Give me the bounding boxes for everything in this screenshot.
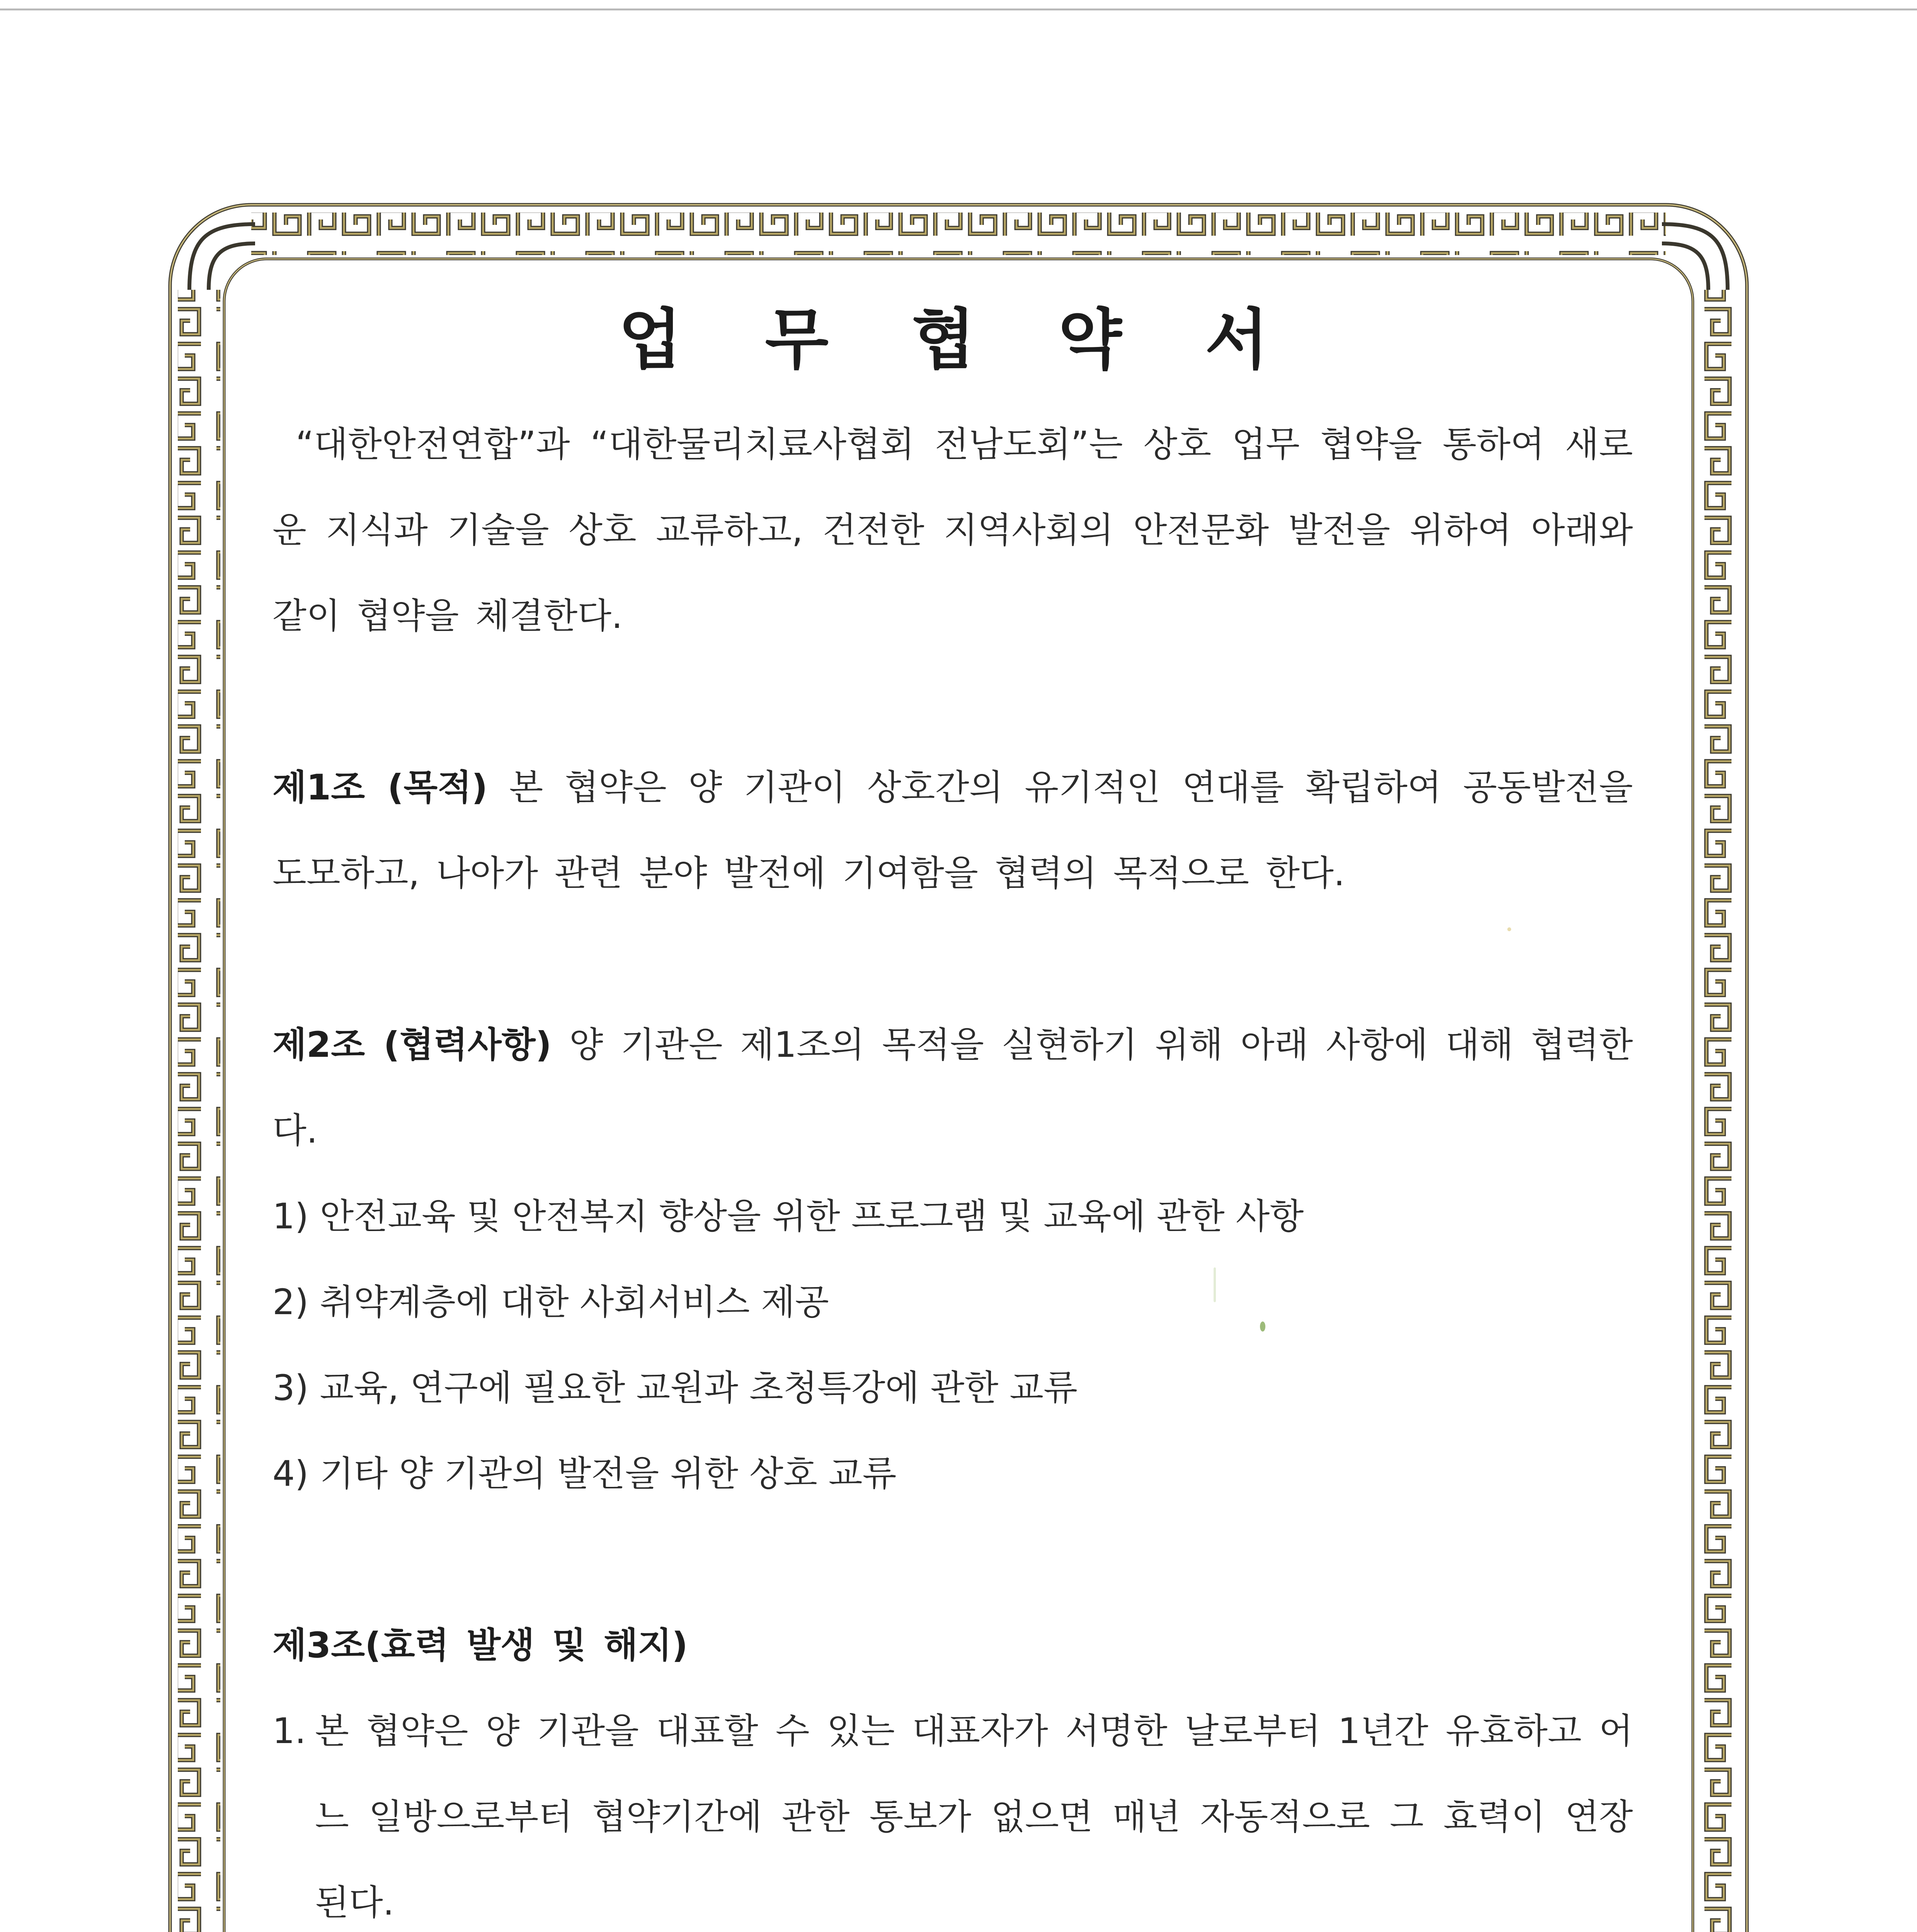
article-3-item bbox=[272, 1689, 1633, 1932]
scan-speck bbox=[1260, 1321, 1265, 1332]
article-2-item: 1) 안전교육 및 안전복지 향상을 위한 프로그램 및 교육에 관한 사항 bbox=[272, 1196, 1304, 1237]
article-2-body: 양 기관은 제1조의 목적을 실현하기 위해 아래 사항에 대해 협력한다. bbox=[272, 1025, 1633, 1151]
article-2-item: 3) 교육, 연구에 필요한 교원과 초청특강에 관한 교류 bbox=[272, 1368, 1078, 1408]
document-title: 업 무 협 약 서 bbox=[618, 302, 1299, 378]
scan-speck bbox=[1214, 1267, 1216, 1302]
article-1-body: 본 협약은 양 기관이 상호간의 유기적인 연대를 확립하여 공동발전을 도모하고, 나아가 관련 분야 발전에 기여함을 협력의 목적으로 한다. bbox=[272, 767, 1633, 894]
article-1-heading: 제1조 (목적) bbox=[272, 767, 488, 808]
article-2-heading: 제2조 (협력사항) bbox=[272, 1025, 552, 1065]
article-1 bbox=[272, 745, 1633, 917]
article-3-heading: 제3조(효력 발생 및 해지) bbox=[272, 1625, 688, 1666]
article-2-item: 4) 기타 양 기관의 발전을 위한 상호 교류 bbox=[272, 1454, 897, 1494]
article-3-item-number: 1. bbox=[272, 1711, 306, 1752]
scan-edge-line bbox=[0, 9, 1917, 10]
article-2 bbox=[272, 1002, 1633, 1174]
document-body bbox=[272, 402, 1633, 1932]
intro-paragraph: “대한안전연합”과 “대한물리치료사협회 전남도회”는 상호 업무 협약을 통하여 새로운 지식과 기술을 상호 교류하고, 건전한 지역사회의 안전문화 발전을 위하여 아래와 같이 협약을 체결한다. bbox=[272, 424, 1633, 636]
article-3-item-text: 본 협약은 양 기관을 대표할 수 있는 대표자가 서명한 날로부터 1년간 유효하고 어느 일방으로부터 협약기간에 관한 통보가 없으면 매년 자동적으로 그 효력이 연장된다. bbox=[315, 1711, 1633, 1923]
article-2-item: 2) 취약계층에 대한 사회서비스 제공 bbox=[272, 1282, 829, 1323]
scan-speck bbox=[1507, 927, 1511, 931]
